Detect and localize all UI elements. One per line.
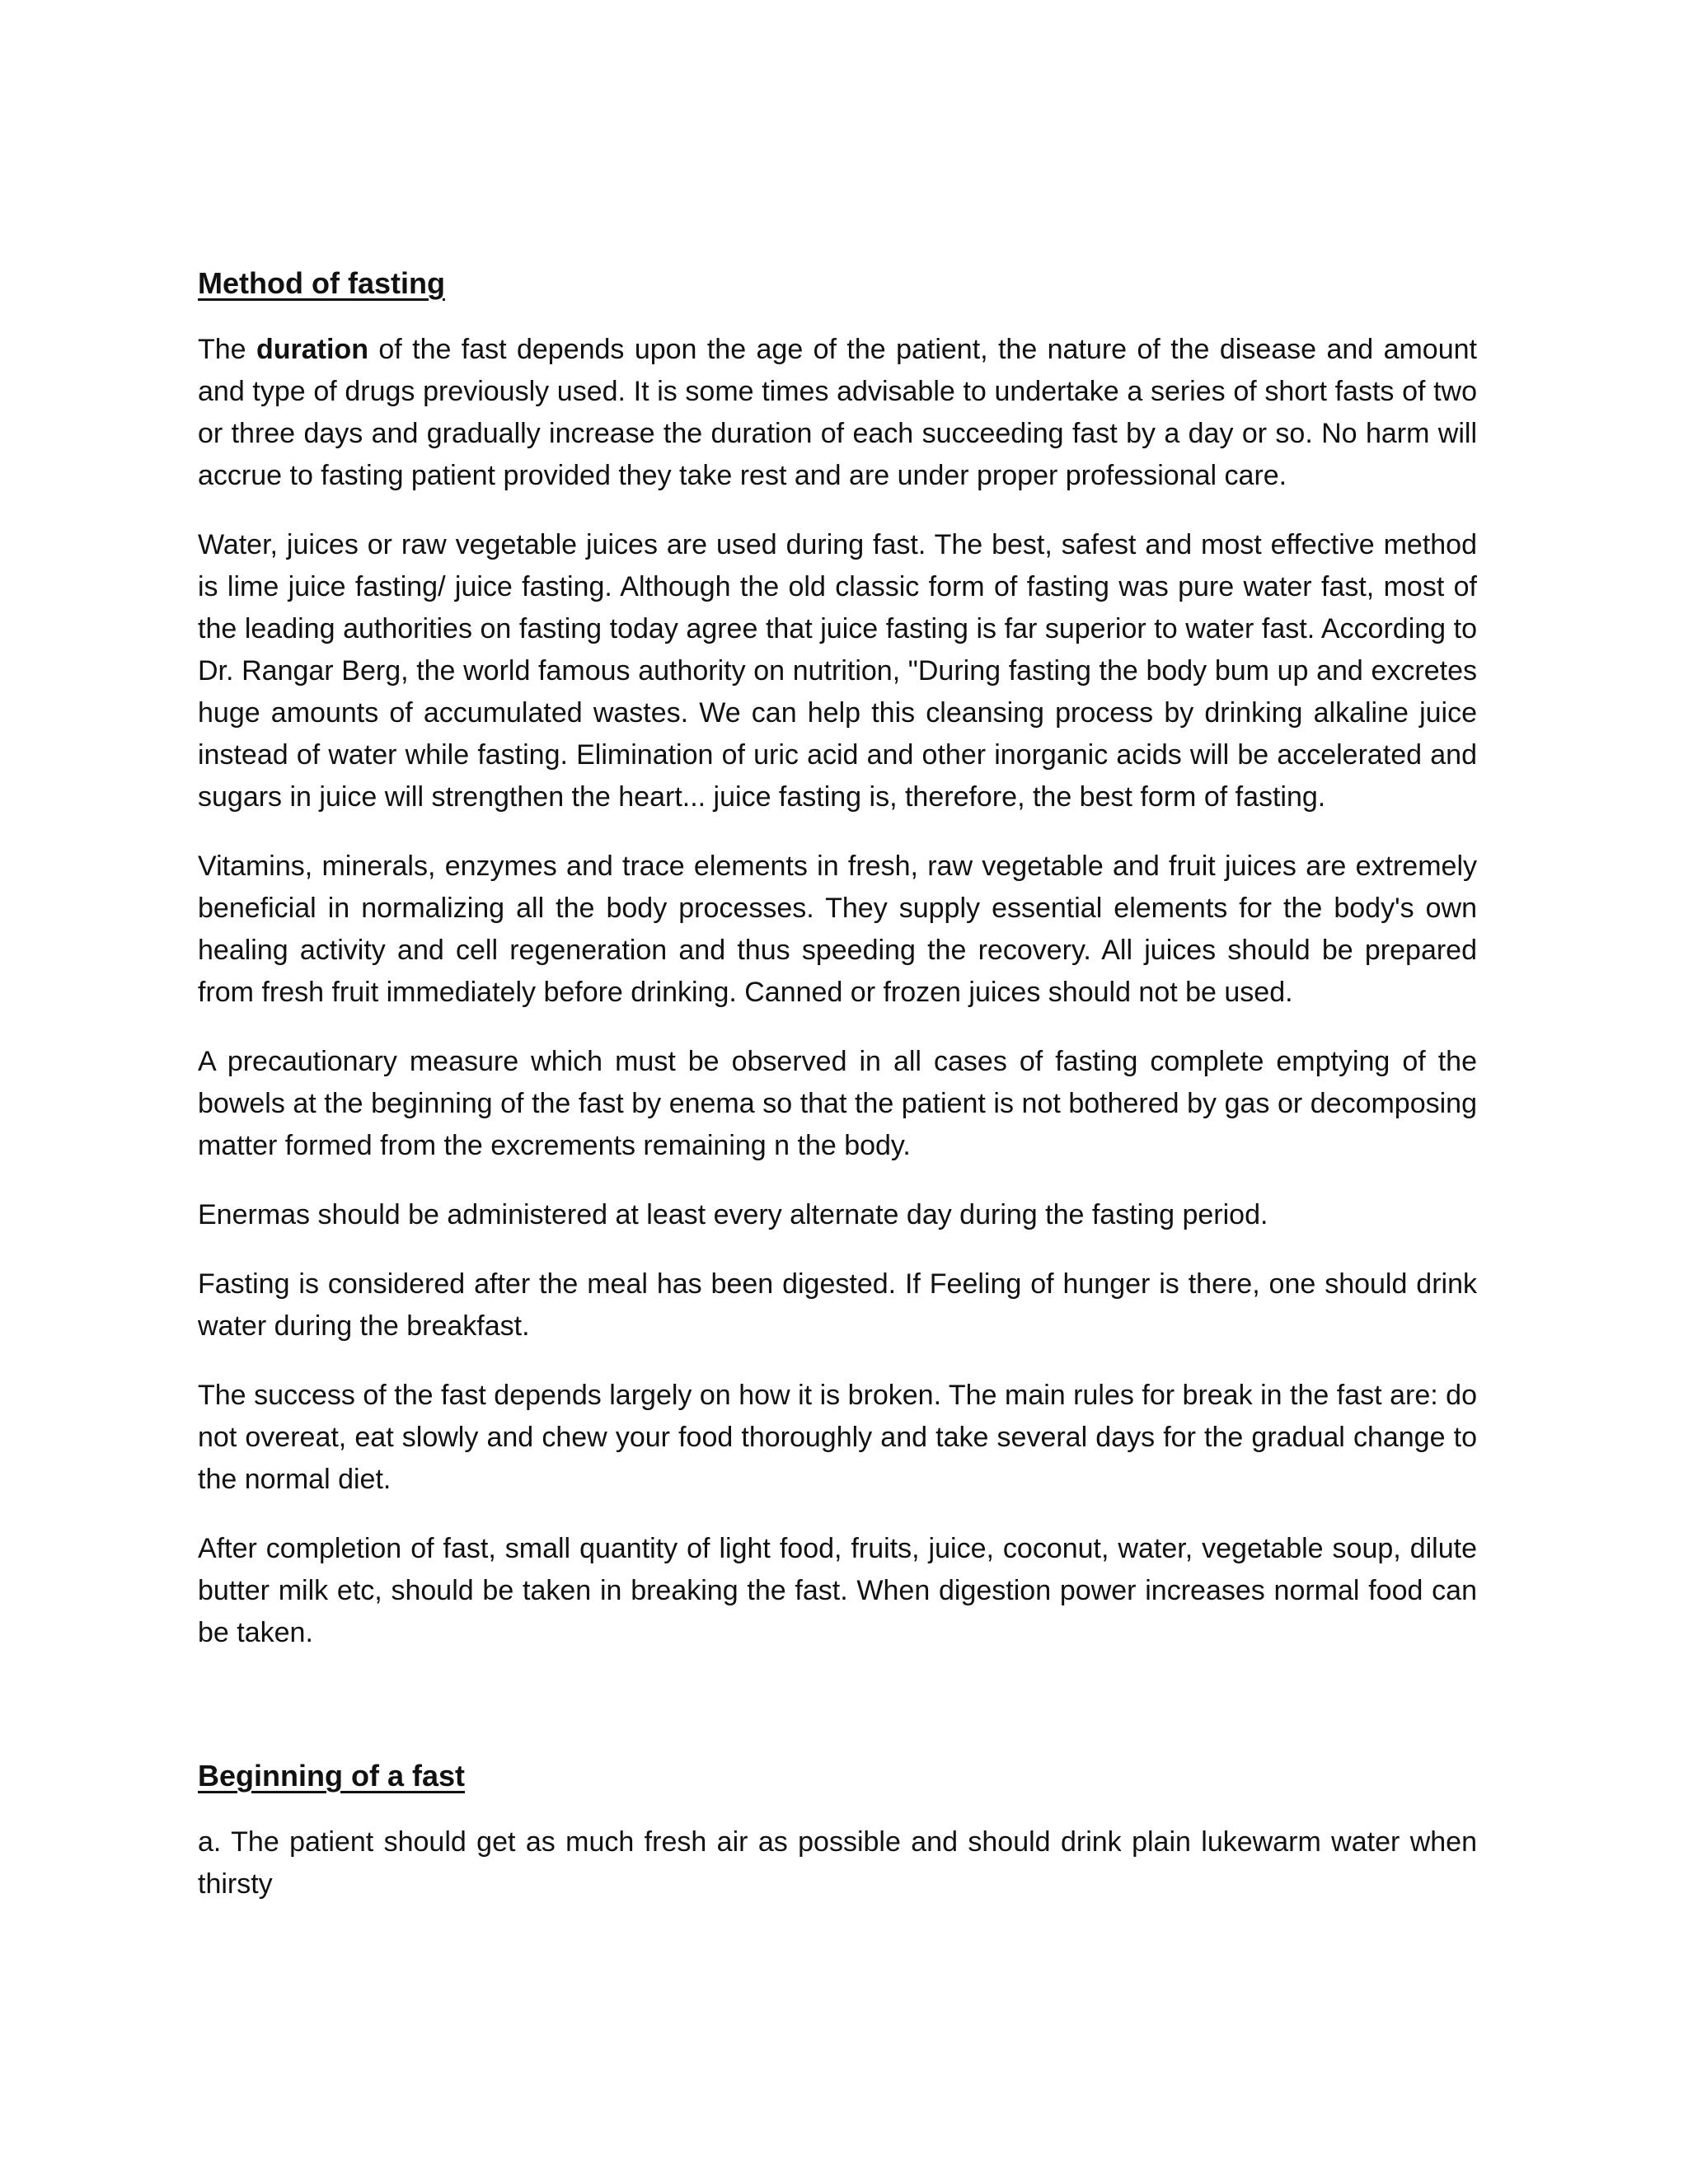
section-heading-beginning-of-a-fast: Beginning of a fast (198, 1759, 465, 1793)
paragraph-breaking-fast: The success of the fast depends largely on how it is broken. The main rules for break in the fast are: do not overeat, eat slowly and chew your food thoroughly and take several days for the gradual change to the normal diet. (198, 1380, 1477, 1495)
paragraph-after-completion: After completion of fast, small quantity of light food, fruits, juice, coconut, water, vegetable soup, dilute butter milk etc, should be taken in breaking the fast. When digestion power increases normal food can be taken. (198, 1533, 1477, 1648)
paragraph-duration (198, 329, 1477, 497)
paragraph-enemas: Enermas should be administered at least every alternate day during the fasting period. (198, 1199, 1268, 1230)
paragraph-duration-suffix: of the fast depends upon the age of the patient, the nature of the disease and amount and type of drugs previously used. It is some times advisable to undertake a series of short fasts of two or three days and gradually increase the duration of each succeeding fast by a day or so. No harm will accrue to fasting patient provided they take rest and are under proper professional care. (198, 334, 1477, 491)
paragraph-duration-bold: duration (256, 334, 368, 365)
paragraph-fresh-air: a. The patient should get as much fresh air as possible and should drink plain lukewarm water when thirsty (198, 1826, 1477, 1900)
section-heading-method-of-fasting: Method of fasting (198, 266, 445, 300)
paragraph-hunger: Fasting is considered after the meal has been digested. If Feeling of hunger is there, one should drink water during the breakfast. (198, 1268, 1477, 1342)
paragraph-precaution: A precautionary measure which must be observed in all cases of fasting complete emptying of the bowels at the beginning of the fast by enema so that the patient is not bothered by gas or decomposing matter formed from the excrements remaining n the body. (198, 1046, 1477, 1161)
paragraph-juice-fasting: Water, juices or raw vegetable juices are used during fast. The best, safest and most effective method is lime juice fasting/ juice fasting. Although the old classic form of fasting was pure water fast, most of the leading authorities on fasting today agree that juice fasting is far superior to water fast. According to Dr. Rangar Berg, the world famous authority on nutrition, "During fasting the body bum up and excretes huge amounts of accumulated wastes. We can help this cleansing process by drinking alkaline juice instead of water while fasting. Elimination of uric acid and other inorganic acids will be accelerated and sugars in juice will strengthen the heart... juice fasting is, therefore, the best form of fasting. (198, 529, 1477, 813)
document-page (198, 262, 1477, 1933)
paragraph-vitamins: Vitamins, minerals, enzymes and trace elements in fresh, raw vegetable and fruit juices are extremely beneficial in normalizing all the body processes. They supply essential elements for the body's own healing activity and cell regeneration and thus speeding the recovery. All juices should be prepared from fresh fruit immediately before drinking. Canned or frozen juices should not be used. (198, 851, 1477, 1008)
paragraph-duration-prefix: The (198, 334, 256, 365)
